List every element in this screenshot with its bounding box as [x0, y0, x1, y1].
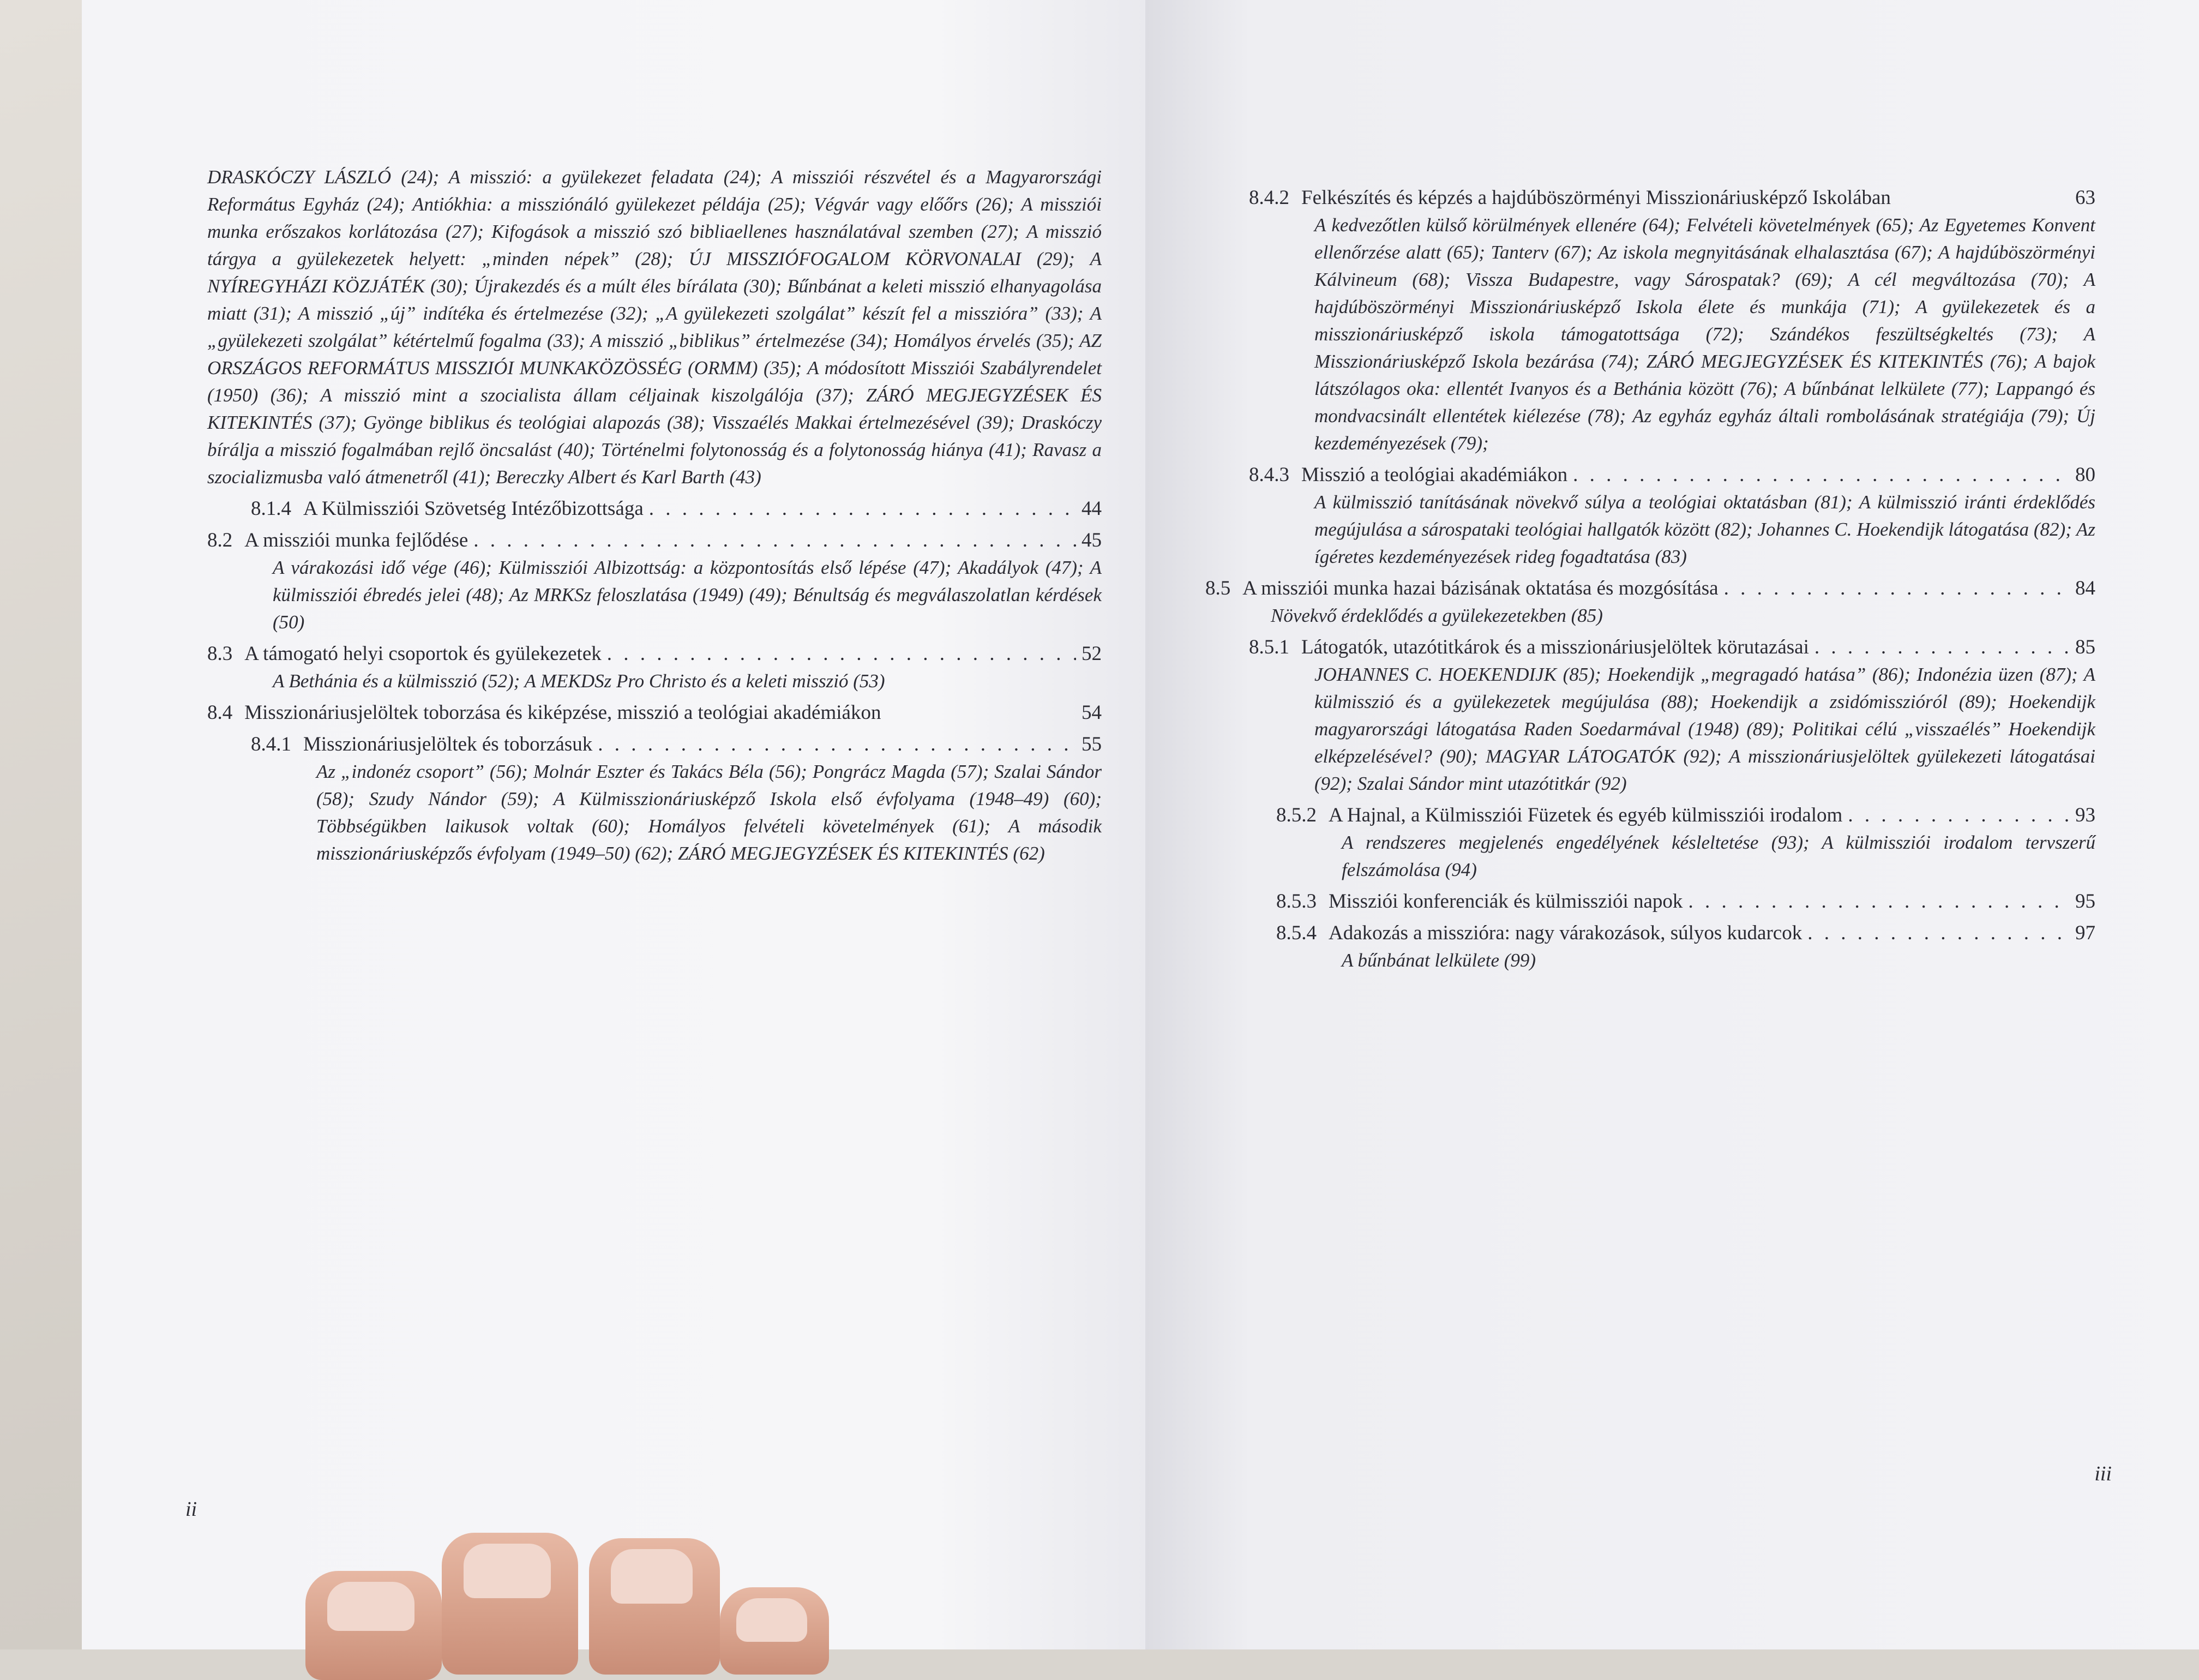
toc-entry [207, 699, 1102, 727]
entry-title: Misszionáriusjelöltek és toborzásuk [303, 733, 593, 755]
toc-entry [207, 731, 1102, 867]
entry-page: 63 [2075, 187, 2095, 209]
finger [442, 1533, 578, 1675]
entry-description: A várakozási idő vége (46); Külmissziói Albizottság: a központosítás első lépése (47); Akadályok (47); A külmissziói ébredés jelei (48); Az MRKSz feloszlatása (1949) (49); Bénultság és megválaszolatlan kérdések (50) [273, 557, 1102, 633]
dot-leader [1724, 575, 2070, 602]
entry-number: 8.4.2 [1249, 187, 1289, 209]
entry-title: A Hajnal, a Külmissziói Füzetek és egyéb külmissziói irodalom [1329, 804, 1843, 826]
entry-page: 52 [1082, 643, 1102, 665]
dot-leader [607, 640, 1076, 668]
entry-description: A Bethánia és a külmisszió (52); A MEKDSz Pro Christo és a keleti misszió (53) [273, 670, 885, 692]
entry-number: 8.5.3 [1276, 890, 1317, 913]
toc-entry [207, 527, 1102, 636]
entry-page: 95 [2075, 890, 2095, 913]
entry-title: A missziói munka fejlődése [244, 529, 468, 551]
entry-title: Misszionáriusjelöltek toborzása és kiképzése, misszió a teológiai akadémiákon [244, 701, 881, 724]
finger [305, 1571, 442, 1680]
toc-entry [207, 640, 1102, 695]
toc-entry [1205, 184, 2095, 457]
fingernail [327, 1582, 414, 1631]
entry-description: Növekvő érdeklődés a gyülekezetekben (85) [1271, 605, 1603, 626]
entry-number: 8.4.1 [251, 733, 291, 755]
dot-leader [598, 731, 1076, 758]
toc-entry [207, 495, 1102, 523]
right-page [1145, 0, 2199, 1649]
entry-title: Adakozás a misszióra: nagy várakozások, súlyos kudarcok [1329, 922, 1803, 944]
fingernail [611, 1549, 693, 1604]
entry-page: 80 [2075, 464, 2095, 486]
entry-number: 8.4.3 [1249, 464, 1289, 486]
dot-leader [1688, 888, 2070, 915]
entry-number: 8.2 [207, 529, 233, 551]
dot-leader [473, 527, 1076, 554]
page-number: ii [185, 1498, 197, 1521]
entry-number: 8.1.4 [251, 497, 291, 520]
fingernail [464, 1544, 551, 1598]
entry-page: 45 [1082, 529, 1102, 551]
dot-leader [1815, 634, 2070, 661]
entry-page: 44 [1082, 497, 1102, 520]
toc-entry [1205, 575, 2095, 629]
entry-number: 8.5.4 [1276, 922, 1317, 944]
entry-number: 8.3 [207, 643, 233, 665]
left-page [82, 0, 1145, 1649]
continued-description: DRASKÓCZY LÁSZLÓ (24); A misszió: a gyülekezet feladata (24); A missziói részvétel és a Magyarországi Református Egyház (24); Antiókhia: a missziónáló gyülekezet példája (25); Végvár vagy előőrs (26); A missziói munka erőszakos korlátozása (27); Kifogások a misszió szó bibliaellenes használatával szemben (27); A misszió tárgya a gyülekezetek helyett: „minden népek” (28); ÚJ MISSZIÓFOGALOM KÖRVONALAI (29); A NYÍREGYHÁZI KÖZJÁTÉK (30); Újrakezdés és a múlt éles bírálata (30); Bűnbánat a keleti misszió elhanyagolása miatt (31); A misszió „új” indítéka és értelmezése (32); „A gyülekezeti szolgálat” készít fel a misszióra” (33); A „gyülekezeti szolgálat” kétértelmű fogalma (33); A misszió „biblikus” értelmezése (34); Homályos érvelés (35); AZ ORSZÁGOS REFORMÁTUS MISSZIÓI MUNKAKÖZÖSSÉG (ORMM) (35); A módosított Missziói Szabályrendelet (1950) (36); A misszió mint a szocialista állam céljainak kiszolgálója (37); ZÁRÓ MEGJEGYZÉSEK ÉS KITEKINTÉS (37); Gyönge biblikus és teológiai alapozás (38); Visszaélés Makkai értelmezésével (39); Draskóczy bírálja a misszió fogalmában rejlő öncsalást (40); Történelmi folytonosság és a folytonosság hiánya (41); Ravasz a szocializmusba való átmenetről (41); Bereczky Albert és Karl Barth (43) [207, 166, 1102, 488]
toc-entry [1205, 634, 2095, 797]
entry-number: 8.4 [207, 701, 233, 724]
entry-description: JOHANNES C. HOEKENDIJK (85); Hoekendijk „megragadó hatása” (86); Indonézia üzen (87); A külmisszió és a gyülekezetek megújulása (88); Hoekendijk a zsidómisszióról (89); Hoekendijk magyarországi látogatása Raden Soedarmával (1948) (89); Politikai célú „visszaélés” Hoekendijk elképzelésével? (90); MAGYAR LÁTOGATÓK (92); A misszionáriusjelöltek gyülekezeti látogatásai (92); Szalai Sándor mint utazótitkár (92) [1314, 664, 2095, 794]
page-number: iii [2094, 1462, 2112, 1485]
entry-number: 8.5 [1205, 577, 1231, 599]
hand-fingers [305, 1511, 840, 1649]
entry-number: 8.5.1 [1249, 636, 1289, 658]
entry-title: Missziói konferenciák és külmissziói napok [1329, 890, 1683, 913]
entry-page: 85 [2075, 636, 2095, 658]
entry-title: A missziói munka hazai bázisának oktatása és mozgósítása [1242, 577, 1719, 599]
toc-entry [1205, 888, 2095, 915]
toc-entry [1205, 461, 2095, 571]
entry-description: A bűnbánat lelkülete (99) [1342, 950, 1536, 971]
entry-title: Felkészítés és képzés a hajdúböszörményi Misszionáriusképző Iskolában [1301, 187, 1891, 209]
entry-number: 8.5.2 [1276, 804, 1317, 826]
entry-description: A külmisszió tanításának növekvő súlya a teológiai oktatásban (81); A külmisszió iránti érdeklődés megújulása a sárospataki teológiai hallgatók között (82); Johannes C. Hoekendijk látogatása (82); Az ígéretes kezdeményezések rideg fogadtatása (83) [1314, 491, 2095, 567]
dot-leader [1848, 802, 2070, 829]
entry-description: Az „indonéz csoport” (56); Molnár Eszter és Takács Béla (56); Pongrácz Magda (57); Szalai Sándor (58); Szudy Nándor (59); A Külmisszionáriusképző Iskola első évfolyama (1948–49) (60); Többségükben laikusok voltak (60); Homályos felvételi követelmények (61); A második misszionáriusképzős évfolyam (1949–50) (62); ZÁRÓ MEGJEGYZÉSEK ÉS KITEKINTÉS (62) [316, 761, 1102, 864]
entry-page: 93 [2075, 804, 2095, 826]
entry-description: A kedvezőtlen külső körülmények ellenére (64); Felvételi követelmények (65); Az Egyetemes Konvent ellenőrzése alatt (65); Tanterv (67); Az iskola megnyitásának elhalasztása (67); A hajdúböszörményi Kálvineum (68); Vissza Budapestre, vagy Sárospatak? (69); A cél megváltozása (70); A hajdúböszörményi Misszionáriusképző Iskola élete és munkája (71); A gyülekezetek és a misszionáriusképző iskola támogatottsága (72); Szándékos feszültségkeltés (73); A Misszionáriusképző Iskola bezárása (74); ZÁRÓ MEGJEGYZÉSEK ÉS KITEKINTÉS (76); A bajok látszólagos oka: ellentét Ivanyos és a Bethánia között (76); A bűnbánat lelkülete (77); Lappangó és mondvacsinált ellentétek kiélezése (78); Az egyház egyház általi rombolásának stratégiája (79); Új kezdeményezések (79); [1314, 214, 2095, 454]
finger [589, 1538, 720, 1675]
entry-page: 97 [2075, 922, 2095, 944]
dot-leader [1573, 461, 2070, 489]
entry-title: A támogató helyi csoportok és gyülekezetek [244, 643, 602, 665]
fingernail [736, 1598, 807, 1642]
entry-title: Misszió a teológiai akadémiákon [1301, 464, 1568, 486]
toc-entry [1205, 802, 2095, 884]
entry-page: 54 [1082, 701, 1102, 724]
entry-page: 84 [2075, 577, 2095, 599]
dot-leader [1807, 920, 2070, 947]
entry-title: A Külmissziói Szövetség Intézőbizottsága [303, 497, 644, 520]
dot-leader [649, 495, 1076, 523]
toc-entry [1205, 920, 2095, 974]
finger [720, 1587, 829, 1675]
entry-title: Látogatók, utazótitkárok és a misszionáriusjelöltek körutazásai [1301, 636, 1809, 658]
entry-description: A rendszeres megjelenés engedélyének késleltetése (93); A külmissziói irodalom tervszerű felszámolása (94) [1342, 832, 2095, 880]
entry-page: 55 [1082, 733, 1102, 755]
